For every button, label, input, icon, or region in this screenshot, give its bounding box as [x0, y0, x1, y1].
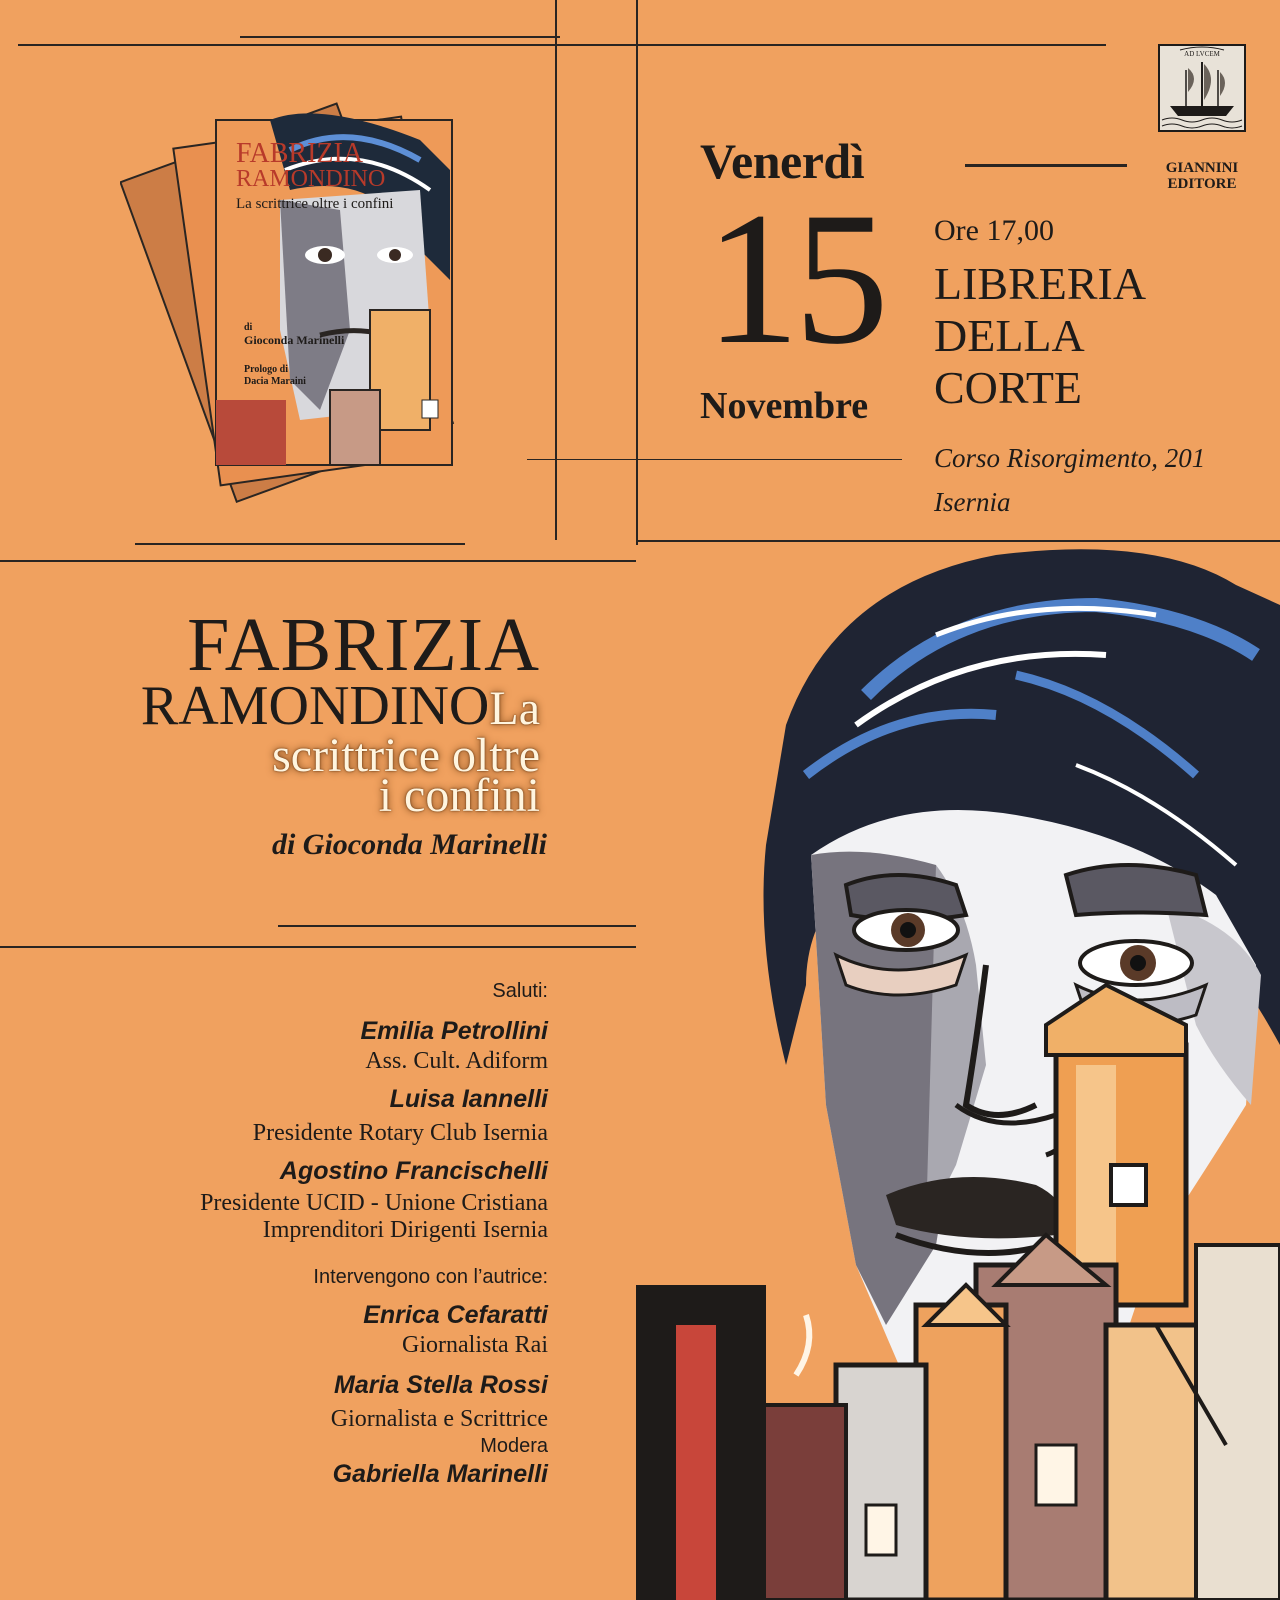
divider-under-weekday: [965, 164, 1127, 167]
speakers-heading: Intervengono con l’autrice:: [313, 1266, 548, 1288]
greeting-role: Imprenditori Dirigenti Isernia: [262, 1217, 548, 1243]
greetings-heading: Saluti:: [492, 980, 548, 1002]
speaker-role: Giornalista e Scrittrice: [330, 1406, 548, 1432]
subtitle-line-2: scrittrice oltre: [272, 729, 540, 782]
title-sub-la: La: [489, 682, 540, 735]
address-city: Isernia: [934, 487, 1011, 517]
book-author: di Gioconda Marinelli: [271, 828, 547, 861]
event-month: Novembre: [700, 385, 869, 427]
venue-line-2: DELLA: [934, 310, 1085, 361]
address-street: Corso Risorgimento, 201: [934, 443, 1206, 473]
event-weekday: Venerdì: [700, 133, 865, 189]
book-front-cover: [216, 113, 452, 465]
venue-line-3: CORTE: [934, 362, 1083, 413]
speaker-role: Giornalista Rai: [402, 1332, 548, 1358]
divider-right-block: [636, 540, 1280, 542]
venue-line-1: LIBRERIA: [934, 258, 1147, 309]
greeting-name: Agostino Francischelli: [279, 1157, 548, 1185]
portrait-illustration: [636, 545, 1280, 1600]
book-subtitle: La scrittrice oltre i confini: [236, 196, 394, 212]
book-prologue: Prologo di: [244, 364, 288, 375]
title-line-1: FABRIZIA: [187, 603, 540, 687]
divider-lower: [0, 946, 636, 948]
divider-mid-short: [135, 543, 465, 545]
event-time: Ore 17,00: [934, 214, 1054, 247]
event-day: 15: [705, 174, 883, 384]
program-list: [28, 980, 548, 1489]
book-title: [187, 603, 540, 687]
event-venue: [934, 258, 1146, 414]
event-address: [934, 436, 1205, 524]
greeting-role: Ass. Cult. Adiform: [365, 1048, 548, 1074]
book-cover-stack: [120, 80, 530, 510]
moderator-name: Gabriella Marinelli: [332, 1460, 548, 1488]
publisher-name-1: GIANNINI: [1165, 160, 1239, 176]
book-title-2: RAMONDINO: [236, 166, 386, 192]
book-prologue-author: Dacia Maraini: [244, 376, 306, 387]
greeting-name: Emilia Petrollini: [360, 1017, 548, 1045]
speaker-name: Maria Stella Rossi: [334, 1371, 548, 1399]
divider-lower-short: [278, 925, 638, 927]
book-title-1: FABRIZIA: [236, 138, 364, 169]
book-subtitle-block: [70, 729, 540, 822]
divider-top-long: [18, 44, 1106, 46]
portrait-mouth: [886, 1177, 1063, 1238]
divider-top-short: [240, 36, 560, 38]
subtitle-line-3: i confini: [378, 769, 540, 822]
greeting-name: Luisa Iannelli: [389, 1085, 548, 1113]
publisher-name: [1140, 160, 1264, 192]
greeting-role: Presidente Rotary Club Isernia: [252, 1120, 548, 1146]
book-author: Gioconda Marinelli: [244, 333, 345, 347]
speaker-name: Enrica Cefaratti: [363, 1301, 548, 1329]
moderator-heading: Modera: [480, 1435, 548, 1457]
title-line-2: RAMONDINO: [140, 675, 490, 737]
publisher-name-2: EDITORE: [1167, 176, 1237, 192]
publisher-motto: AD LVCEM: [1184, 50, 1220, 58]
book-di: di: [244, 322, 253, 333]
greeting-role: Presidente UCID - Unione Cristiana: [200, 1190, 548, 1216]
book-qr-code: [422, 400, 438, 418]
publisher-ship-logo: [1158, 44, 1246, 132]
divider-mid-thin: [527, 459, 902, 460]
